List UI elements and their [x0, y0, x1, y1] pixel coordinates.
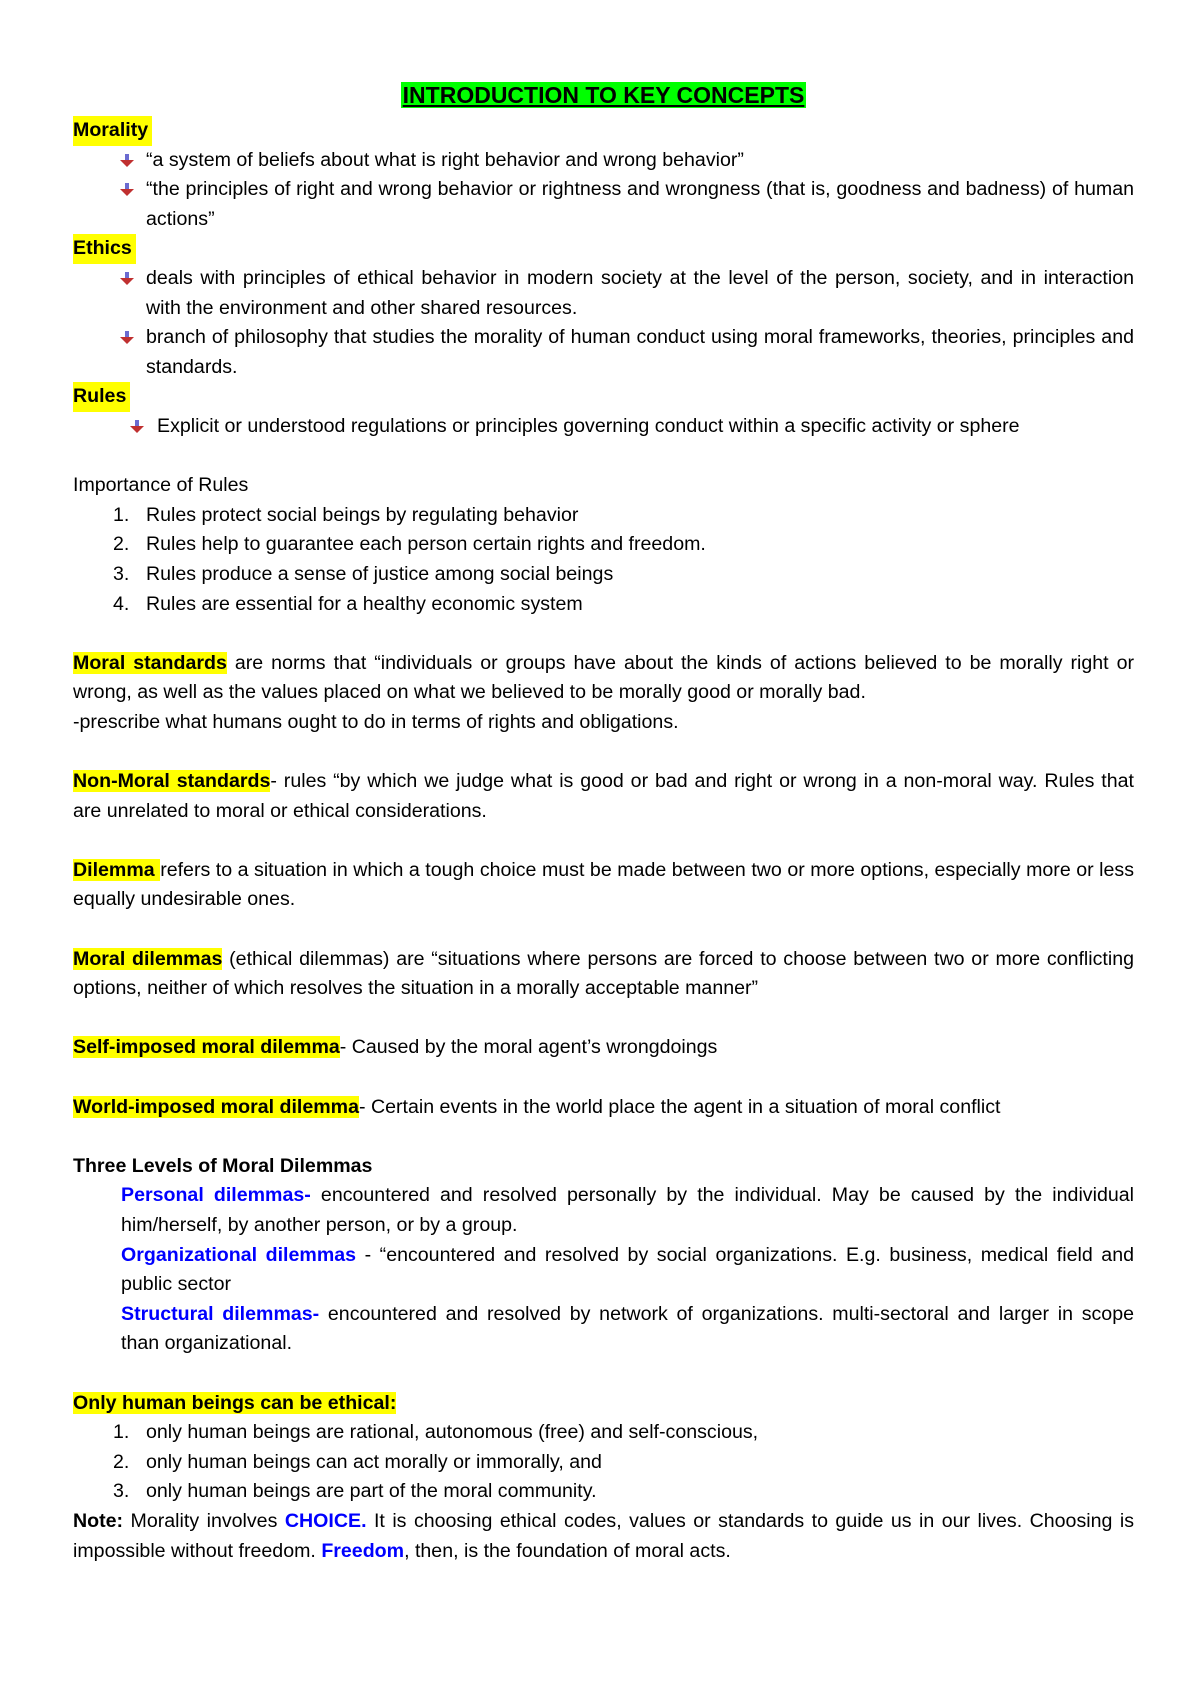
moral-dilemmas-text: (ethical dilemmas) are “situations where persons are forced to choose between two or more conflicting options, neither of which resolves the situation in a morally acceptable manner” — [73, 947, 1135, 1000]
self-imposed-term: Self-imposed moral dilemma — [73, 1036, 340, 1059]
arrow-down-bullet-icon — [120, 183, 134, 197]
note-freedom: Freedom — [321, 1539, 405, 1562]
human-item-text: only human beings are part of the moral community. — [146, 1480, 597, 1503]
level-text: - “encountered and resolved by social organizations. E.g. business, medical field and public sector — [121, 1243, 1134, 1296]
level-item — [73, 1241, 1134, 1300]
non-moral-term: Non-Moral standards — [73, 770, 271, 793]
human-item-text: only human beings can act morally or immorally, and — [146, 1450, 602, 1473]
human-item: 3. only human beings are part of the moral community. — [113, 1480, 597, 1503]
level-text: encountered and resolved by network of organizations. multi-sectoral and larger in scope than organizational. — [121, 1302, 1134, 1355]
importance-item-text: Rules produce a sense of justice among social beings — [146, 562, 614, 585]
moral-standards-line2: -prescribe what humans ought to do in terms of rights and obligations. — [73, 710, 679, 733]
arrow-down-bullet-icon — [120, 154, 134, 168]
human-heading: Only human beings can be ethical: — [73, 1391, 397, 1414]
moral-standards-paragraph — [73, 649, 1134, 708]
levels-heading: Three Levels of Moral Dilemmas — [73, 1154, 373, 1177]
importance-item: 2. Rules help to guarantee each person certain rights and freedom. — [113, 533, 706, 556]
note-paragraph — [73, 1507, 1134, 1566]
level-term: Organizational dilemmas — [121, 1243, 357, 1266]
human-section — [73, 1389, 1134, 1507]
human-item: 1. only human beings are rational, autonomous (free) and self-conscious, — [113, 1421, 759, 1444]
moral-dilemmas-term: Moral dilemmas — [73, 947, 223, 970]
ethics-item — [73, 323, 1134, 382]
arrow-down-bullet-icon — [120, 331, 134, 345]
non-moral-text: - rules “by which we judge what is good or bad and right or wrong in a non-moral way. Rules that are unrelated to moral or ethical considerations. — [73, 770, 1134, 822]
levels-section — [73, 1152, 1134, 1359]
ethics-item — [73, 264, 1134, 323]
rules-heading: Rules — [73, 382, 130, 412]
moral-standards-term: Moral standards — [73, 651, 227, 674]
morality-heading: Morality — [73, 116, 152, 146]
self-imposed-text: - Caused by the moral agent’s wrongdoings — [339, 1036, 718, 1059]
importance-section — [73, 471, 1134, 619]
level-item — [73, 1300, 1134, 1359]
note-choice: CHOICE. — [284, 1509, 367, 1532]
document-title: INTRODUCTION TO KEY CONCEPTS — [402, 82, 805, 108]
importance-item: 1. Rules protect social beings by regulating behavior — [113, 503, 579, 526]
note-text-1: Morality involves — [123, 1509, 285, 1532]
non-moral-paragraph — [73, 767, 1134, 826]
ethics-section — [73, 234, 1134, 382]
importance-item: 4. Rules are essential for a healthy economic system — [113, 592, 583, 615]
importance-item-text: Rules are essential for a healthy economic system — [146, 592, 583, 615]
rules-item — [73, 412, 1134, 442]
note-text-2: It is choosing ethical codes, values or standards to guide us in our lives. Choosing is impossible without freedom. — [73, 1509, 1134, 1562]
note-label: Note: — [73, 1509, 124, 1532]
ethics-heading: Ethics — [73, 234, 136, 264]
morality-section — [73, 116, 1134, 234]
world-imposed-paragraph — [73, 1093, 1134, 1123]
level-term: Personal dilemmas- — [121, 1184, 311, 1207]
morality-item — [73, 146, 1134, 176]
document-title-row — [73, 78, 1134, 114]
self-imposed-paragraph — [73, 1033, 1134, 1063]
level-item — [73, 1181, 1134, 1240]
morality-item — [73, 175, 1134, 234]
importance-item: 3. Rules produce a sense of justice among social beings — [113, 562, 614, 585]
importance-heading: Importance of Rules — [73, 474, 249, 497]
ethics-item-text: deals with principles of ethical behavior in modern society at the level of the person, society, and in interaction with the environment and other shared resources. — [146, 266, 1134, 319]
dilemma-text: refers to a situation in which a tough choice must be made between two or more options, especially more or less equally undesirable ones. — [73, 858, 1134, 911]
dilemma-term: Dilemma — [73, 858, 161, 881]
world-imposed-text: - Certain events in the world place the agent in a situation of moral conflict — [358, 1095, 1001, 1118]
dilemma-paragraph — [73, 856, 1134, 915]
rules-section — [73, 382, 1134, 441]
importance-item-text: Rules help to guarantee each person certain rights and freedom. — [146, 533, 706, 556]
rules-item-text: Explicit or understood regulations or principles governing conduct within a specific activity or sphere — [157, 414, 1020, 437]
arrow-down-bullet-icon — [130, 420, 144, 434]
note-text-3: , then, is the foundation of moral acts. — [404, 1539, 731, 1562]
level-term: Structural dilemmas- — [121, 1302, 320, 1325]
human-item: 2. only human beings can act morally or immorally, and — [113, 1450, 602, 1473]
morality-item-text: “a system of beliefs about what is right behavior and wrong behavior” — [146, 148, 744, 171]
human-item-text: only human beings are rational, autonomous (free) and self-conscious, — [146, 1421, 759, 1444]
level-text: encountered and resolved personally by the individual. May be caused by the individual him/herself, by another person, or by a group. — [121, 1184, 1134, 1236]
ethics-item-text: branch of philosophy that studies the morality of human conduct using moral frameworks, theories, principles and standards. — [146, 326, 1134, 378]
arrow-down-bullet-icon — [120, 272, 134, 286]
world-imposed-term: World-imposed moral dilemma — [73, 1095, 359, 1118]
importance-item-text: Rules protect social beings by regulating behavior — [146, 503, 579, 526]
moral-dilemmas-paragraph — [73, 945, 1134, 1004]
moral-standards-text: are norms that “individuals or groups have about the kinds of actions believed to be morally right or wrong, as well as the values placed on what we believed to be morally good or morally bad. — [73, 651, 1134, 704]
morality-item-text: “the principles of right and wrong behavior or rightness and wrongness (that is, goodness and badness) of human actions” — [146, 178, 1134, 230]
